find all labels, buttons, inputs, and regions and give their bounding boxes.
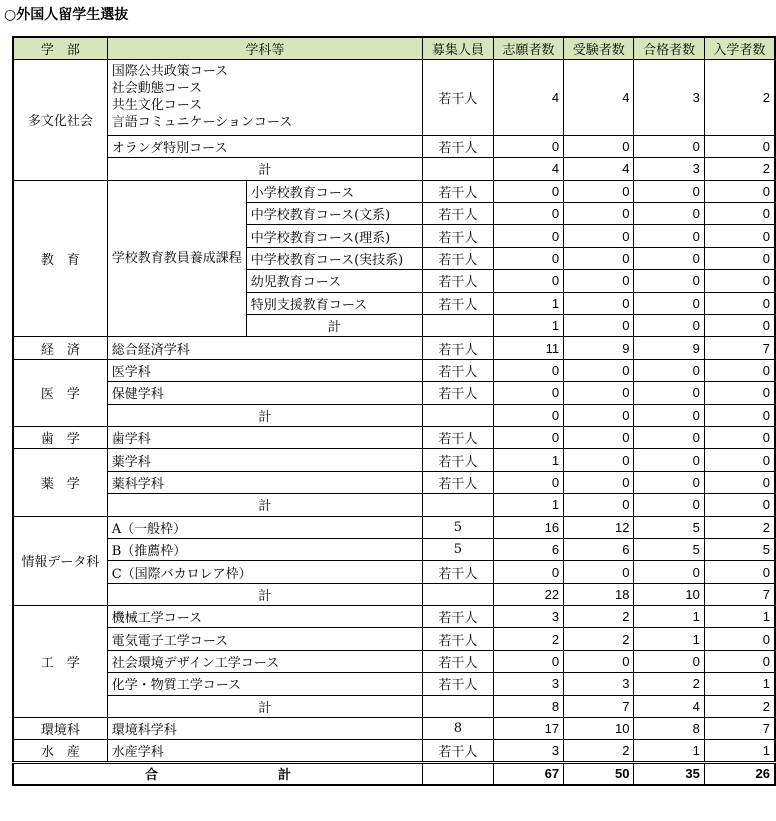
table-row: [13, 718, 775, 740]
enrolled-cell: 2: [704, 695, 775, 717]
examinees-cell: 3: [564, 673, 634, 695]
header-passed: 合格者数: [634, 37, 704, 59]
quota-cell: 若干人: [423, 292, 494, 314]
passed-cell: 5: [634, 538, 704, 560]
quota-cell: 若干人: [423, 247, 494, 269]
passed-cell: 0: [634, 203, 704, 225]
applicants-cell: 1: [493, 315, 563, 337]
admissions-table: [12, 36, 776, 786]
enrolled-cell: 2: [704, 158, 775, 180]
passed-cell: 0: [634, 494, 704, 516]
quota-cell: [423, 315, 494, 337]
applicants-cell: 3: [493, 606, 563, 628]
applicants-cell: 17: [493, 718, 563, 740]
examinees-cell: 0: [564, 203, 634, 225]
passed-cell: 1: [634, 628, 704, 650]
examinees-cell: 0: [564, 382, 634, 404]
applicants-cell: 1: [493, 292, 563, 314]
passed-cell: 0: [634, 561, 704, 583]
dept-cell: 保健学科: [107, 382, 422, 404]
applicants-cell: 1: [493, 494, 563, 516]
enrolled-cell: 7: [704, 718, 775, 740]
header-examinees: 受験者数: [564, 37, 634, 59]
subtotal-label: 計: [107, 695, 422, 717]
enrolled-cell: 0: [704, 359, 775, 381]
passed-cell: 2: [634, 673, 704, 695]
table-row: [13, 426, 775, 448]
quota-cell: 若干人: [423, 449, 494, 471]
enrolled-cell: 26: [704, 762, 775, 784]
header-row: [13, 37, 775, 59]
examinees-cell: 0: [564, 449, 634, 471]
passed-cell: 0: [634, 135, 704, 157]
passed-cell: 0: [634, 471, 704, 493]
dept-cell: 水産学科: [107, 740, 422, 762]
applicants-cell: 0: [493, 426, 563, 448]
enrolled-cell: 0: [704, 225, 775, 247]
table-row: [13, 471, 775, 493]
passed-cell: 0: [634, 180, 704, 202]
dept-cell: 中学校教育コース(理系): [246, 225, 422, 247]
dept-cell: 化学・物質工学コース: [107, 673, 422, 695]
applicants-cell: 0: [493, 471, 563, 493]
examinees-cell: 0: [564, 247, 634, 269]
examinees-cell: 18: [564, 583, 634, 605]
quota-cell: [423, 695, 494, 717]
applicants-cell: 0: [493, 225, 563, 247]
dept-cell: A（一般枠）: [107, 516, 422, 538]
subtotal-row: [13, 158, 775, 180]
passed-cell: 0: [634, 650, 704, 672]
passed-cell: 0: [634, 270, 704, 292]
enrolled-cell: 0: [704, 203, 775, 225]
faculty-cell: 教 育: [13, 180, 107, 337]
quota-cell: [423, 762, 494, 784]
passed-cell: 0: [634, 292, 704, 314]
quota-cell: 若干人: [423, 606, 494, 628]
enrolled-cell: 0: [704, 404, 775, 426]
enrolled-cell: 0: [704, 449, 775, 471]
enrolled-cell: 2: [704, 59, 775, 135]
dept-cell: 医学科: [107, 359, 422, 381]
dept-cell: 特別支援教育コース: [246, 292, 422, 314]
applicants-cell: 0: [493, 247, 563, 269]
quota-cell: 若干人: [423, 673, 494, 695]
examinees-cell: 0: [564, 404, 634, 426]
applicants-cell: 6: [493, 538, 563, 560]
applicants-cell: 0: [493, 561, 563, 583]
table-row: [13, 59, 775, 135]
quota-cell: 若干人: [423, 426, 494, 448]
dept-cell: 社会環境デザイン工学コース: [107, 650, 422, 672]
examinees-cell: 0: [564, 359, 634, 381]
table-row: [13, 650, 775, 672]
examinees-cell: 7: [564, 695, 634, 717]
applicants-cell: 2: [493, 628, 563, 650]
examinees-cell: 0: [564, 180, 634, 202]
table-row: [13, 135, 775, 157]
subtotal-label: 計: [107, 494, 422, 516]
dept-cell: 薬学科: [107, 449, 422, 471]
applicants-cell: 0: [493, 404, 563, 426]
header-enrolled: 入学者数: [704, 37, 775, 59]
enrolled-cell: 5: [704, 538, 775, 560]
applicants-cell: 0: [493, 135, 563, 157]
table-row: [13, 449, 775, 471]
faculty-cell: 情報データ科: [13, 516, 107, 606]
subtotal-row: [13, 695, 775, 717]
examinees-cell: 50: [564, 762, 634, 784]
dept-cell: B（推薦枠）: [107, 538, 422, 560]
quota-cell: 若干人: [423, 225, 494, 247]
header-faculty: 学 部: [13, 37, 107, 59]
quota-cell: [423, 494, 494, 516]
enrolled-cell: 7: [704, 337, 775, 359]
table-row: [13, 740, 775, 762]
examinees-cell: 0: [564, 292, 634, 314]
examinees-cell: 2: [564, 740, 634, 762]
grand-total-label-b: 計: [278, 768, 292, 784]
passed-cell: 0: [634, 225, 704, 247]
quota-cell: 若干人: [423, 471, 494, 493]
applicants-cell: 3: [493, 740, 563, 762]
quota-cell: [423, 583, 494, 605]
header-applicants: 志願者数: [493, 37, 563, 59]
applicants-cell: 0: [493, 203, 563, 225]
dept-cell: 薬科学科: [107, 471, 422, 493]
passed-cell: 3: [634, 59, 704, 135]
dept-cell: 小学校教育コース: [246, 180, 422, 202]
header-quota: 募集人員: [423, 37, 494, 59]
examinees-cell: 9: [564, 337, 634, 359]
enrolled-cell: 1: [704, 673, 775, 695]
table-row: [13, 561, 775, 583]
subtotal-row: [13, 494, 775, 516]
enrolled-cell: 0: [704, 382, 775, 404]
quota-cell: [423, 158, 494, 180]
examinees-cell: 12: [564, 516, 634, 538]
passed-cell: 35: [634, 762, 704, 784]
enrolled-cell: 1: [704, 740, 775, 762]
enrolled-cell: 0: [704, 135, 775, 157]
faculty-cell: 経 済: [13, 337, 107, 359]
dept-cell: 中学校教育コース(文系): [246, 203, 422, 225]
enrolled-cell: 0: [704, 471, 775, 493]
grand-total-label-a: 合: [145, 768, 159, 784]
table-row: [13, 628, 775, 650]
table-row: [13, 359, 775, 381]
faculty-cell: 水 産: [13, 740, 107, 762]
faculty-cell: 医 学: [13, 359, 107, 426]
dept-cell: 幼児教育コース: [246, 270, 422, 292]
enrolled-cell: 1: [704, 606, 775, 628]
passed-cell: 0: [634, 426, 704, 448]
enrolled-cell: 0: [704, 494, 775, 516]
applicants-cell: 16: [493, 516, 563, 538]
passed-cell: 10: [634, 583, 704, 605]
applicants-cell: 8: [493, 695, 563, 717]
examinees-cell: 2: [564, 628, 634, 650]
passed-cell: 8: [634, 718, 704, 740]
quota-cell: 若干人: [423, 382, 494, 404]
enrolled-cell: 0: [704, 292, 775, 314]
applicants-cell: 0: [493, 180, 563, 202]
examinees-cell: 0: [564, 270, 634, 292]
grand-total-row: [13, 762, 775, 784]
quota-cell: 若干人: [423, 650, 494, 672]
enrolled-cell: 0: [704, 628, 775, 650]
faculty-cell: 環境科: [13, 718, 107, 740]
quota-cell: 若干人: [423, 59, 494, 135]
subtotal-row: [13, 583, 775, 605]
applicants-cell: 0: [493, 382, 563, 404]
passed-cell: 0: [634, 359, 704, 381]
passed-cell: 0: [634, 315, 704, 337]
passed-cell: 0: [634, 247, 704, 269]
course-name: 社会動態コース: [111, 81, 203, 97]
program-cell: 学校教育教員養成課程: [107, 180, 246, 337]
applicants-cell: 4: [493, 158, 563, 180]
quota-cell: 若干人: [423, 135, 494, 157]
quota-cell: 若干人: [423, 180, 494, 202]
examinees-cell: 10: [564, 718, 634, 740]
applicants-cell: 0: [493, 359, 563, 381]
table-row: [13, 337, 775, 359]
course-name: 言語コミュニケーションコース: [111, 115, 293, 131]
dept-cell: 電気電子工学コース: [107, 628, 422, 650]
examinees-cell: 0: [564, 225, 634, 247]
header-dept: 学科等: [107, 37, 422, 59]
examinees-cell: 2: [564, 606, 634, 628]
quota-cell: 若干人: [423, 561, 494, 583]
passed-cell: 1: [634, 606, 704, 628]
table-row: [13, 180, 775, 202]
subtotal-label: 計: [107, 158, 422, 180]
enrolled-cell: 0: [704, 426, 775, 448]
dept-cell: オランダ特別コース: [107, 135, 422, 157]
passed-cell: 4: [634, 695, 704, 717]
quota-cell: 若干人: [423, 740, 494, 762]
quota-cell: 5: [423, 516, 494, 538]
passed-cell: 5: [634, 516, 704, 538]
enrolled-cell: 0: [704, 247, 775, 269]
faculty-cell: 工 学: [13, 606, 107, 718]
enrolled-cell: 0: [704, 180, 775, 202]
dept-cell: 中学校教育コース(実技系): [246, 247, 422, 269]
dept-cell: 総合経済学科: [107, 337, 422, 359]
dept-cell: 環境科学科: [107, 718, 422, 740]
dept-cell: 歯学科: [107, 426, 422, 448]
passed-cell: 0: [634, 404, 704, 426]
dept-cell: C（国際バカロレア枠）: [107, 561, 422, 583]
examinees-cell: 0: [564, 494, 634, 516]
enrolled-cell: 7: [704, 583, 775, 605]
quota-cell: 若干人: [423, 359, 494, 381]
dept-cell: [107, 59, 422, 135]
page-title: ○外国人留学生選抜: [4, 7, 129, 23]
table-row: [13, 538, 775, 560]
course-name: 国際公共政策コース: [111, 64, 229, 80]
applicants-cell: 67: [493, 762, 563, 784]
applicants-cell: 4: [493, 59, 563, 135]
enrolled-cell: 2: [704, 516, 775, 538]
subtotal-label: 計: [107, 583, 422, 605]
examinees-cell: 0: [564, 561, 634, 583]
quota-cell: 若干人: [423, 628, 494, 650]
quota-cell: 5: [423, 538, 494, 560]
examinees-cell: 4: [564, 158, 634, 180]
table-row: [13, 606, 775, 628]
table-row: [13, 516, 775, 538]
examinees-cell: 4: [564, 59, 634, 135]
quota-cell: 若干人: [423, 203, 494, 225]
quota-cell: [423, 404, 494, 426]
applicants-cell: 0: [493, 270, 563, 292]
examinees-cell: 0: [564, 650, 634, 672]
table-row: [13, 382, 775, 404]
passed-cell: 0: [634, 449, 704, 471]
faculty-cell: 薬 学: [13, 449, 107, 516]
passed-cell: 0: [634, 382, 704, 404]
faculty-cell: 歯 学: [13, 426, 107, 448]
quota-cell: 若干人: [423, 337, 494, 359]
enrolled-cell: 0: [704, 650, 775, 672]
examinees-cell: 0: [564, 315, 634, 337]
grand-total-label: [13, 762, 423, 784]
passed-cell: 3: [634, 158, 704, 180]
subtotal-label: 計: [246, 315, 422, 337]
examinees-cell: 6: [564, 538, 634, 560]
quota-cell: 若干人: [423, 270, 494, 292]
quota-cell: 8: [423, 718, 494, 740]
applicants-cell: 1: [493, 449, 563, 471]
enrolled-cell: 0: [704, 315, 775, 337]
course-name: 共生文化コース: [111, 98, 203, 114]
passed-cell: 1: [634, 740, 704, 762]
applicants-cell: 11: [493, 337, 563, 359]
applicants-cell: 3: [493, 673, 563, 695]
subtotal-label: 計: [107, 404, 422, 426]
enrolled-cell: 0: [704, 270, 775, 292]
examinees-cell: 0: [564, 471, 634, 493]
examinees-cell: 0: [564, 135, 634, 157]
subtotal-row: [13, 404, 775, 426]
faculty-cell: 多文化社会: [13, 59, 107, 180]
dept-cell: 機械工学コース: [107, 606, 422, 628]
table-row: [13, 673, 775, 695]
passed-cell: 9: [634, 337, 704, 359]
applicants-cell: 22: [493, 583, 563, 605]
examinees-cell: 0: [564, 426, 634, 448]
applicants-cell: 0: [493, 650, 563, 672]
enrolled-cell: 0: [704, 561, 775, 583]
